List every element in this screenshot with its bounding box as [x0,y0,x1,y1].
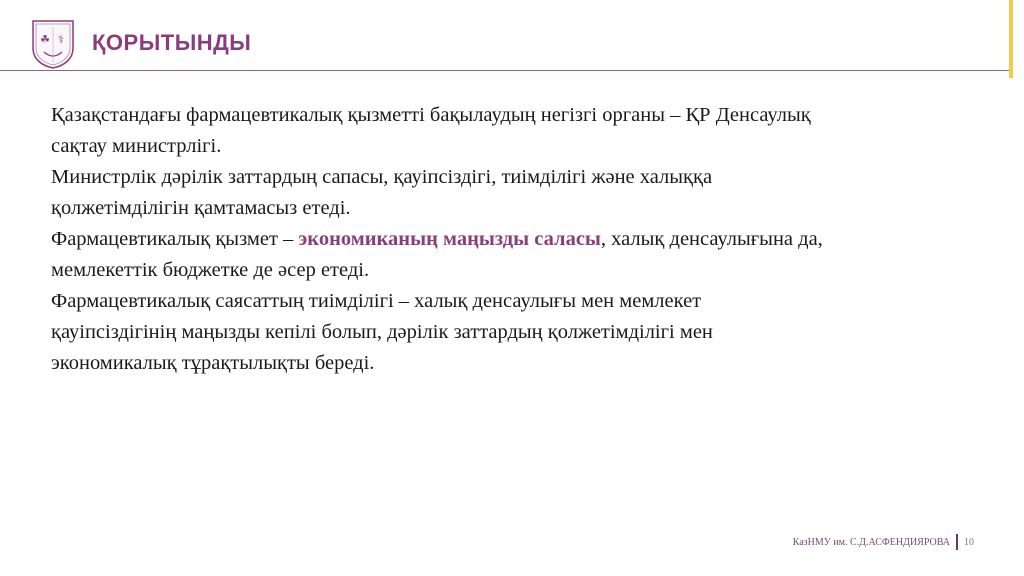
paragraph-text: Қазақстандағы фармацевтикалық қызметті бақылаудың негізгі органы – ҚР Денсаулық сақтау министрлігі. [51,104,811,157]
header-divider [0,70,1012,71]
paragraph-text: , халық денсаулығына да, мемлекеттік бюджетке де әсер етеді. [51,228,823,281]
page-number: 10 [964,536,974,548]
paragraph-text: Фармацевтикалық қызмет – [51,228,299,250]
paragraph [51,286,831,379]
paragraph-text: Фармацевтикалық саясаттың тиімділігі – халық денсаулығы мен мемлекет қауіпсіздігінің маңызды кепілі болып, дәрілік заттардың қолжетімділігі мен экономикалық тұрақтылықты береді. [51,290,713,374]
slide-footer [793,534,974,550]
paragraph [51,224,831,286]
paragraph-text: Министрлік дәрілік заттардың сапасы, қауіпсіздігі, тиімділігі және халыққа қолжетімділігін қамтамасыз етеді. [51,166,713,219]
paragraph [51,100,831,162]
paragraph [51,162,831,224]
slide-title: ҚОРЫТЫНДЫ [92,30,252,55]
university-emblem-icon [30,18,76,70]
accent-bar [1009,0,1013,78]
svg-text:⚕: ⚕ [58,33,64,46]
slide-body [51,100,831,379]
svg-text:☘: ☘ [40,33,50,46]
footer-divider [956,534,958,550]
highlighted-phrase: экономиканың маңызды саласы [298,228,601,250]
footer-organization: КазНМУ им. С.Д.АСФЕНДИЯРОВА [792,536,950,548]
